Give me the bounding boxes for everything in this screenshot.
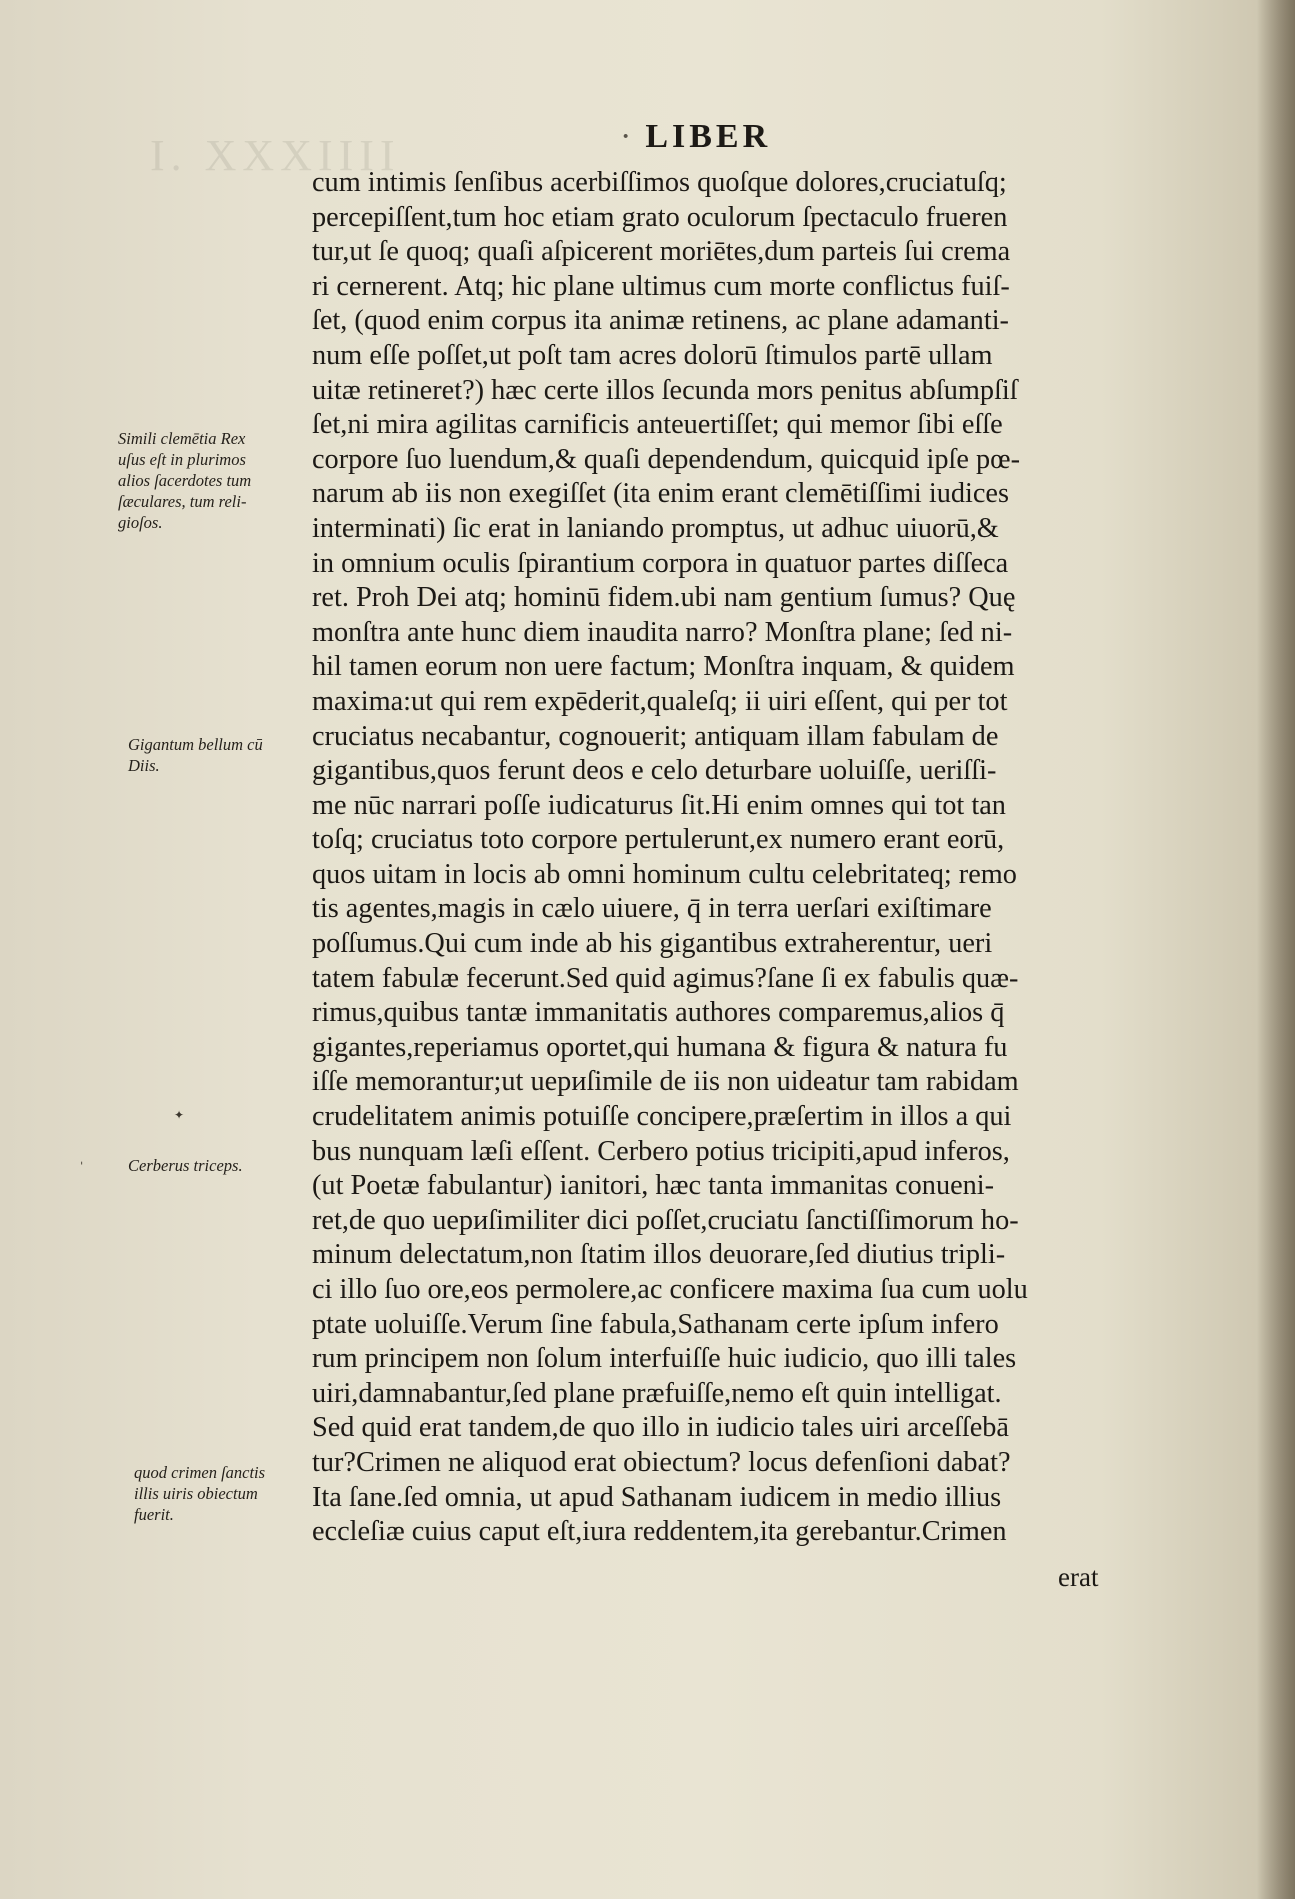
running-head: [620, 118, 920, 164]
marginal-note-line: fuerit.: [134, 1505, 174, 1524]
text-line: quos uitam in locis ab omni hominum cultu celebritateq; remo: [312, 858, 1017, 890]
text-line: percepiſſent,tum hoc etiam grato oculorum ſpectaculo frueren: [312, 201, 1008, 233]
text-line: maxima:ut qui rem expēderit,qualeſq; ii uiri eſſent, qui per tot: [312, 685, 1008, 717]
text-line: iſſe memorantur;ut uериſimile de iis non uideatur tam rabidam: [312, 1066, 1019, 1098]
marginal-note-crimen: [134, 1462, 309, 1525]
marginal-note-line: Diis.: [128, 756, 160, 775]
text-line: uitæ retineret?) hæc certe illos ſecunda mors penitus abſumpſiſ: [312, 374, 1018, 406]
main-text-block: [312, 166, 1182, 1550]
gutter-shadow: [1257, 0, 1295, 1899]
text-line: ret. Proh Dei atq; hominū fidem.ubi nam gentium ſumus? Quę: [312, 582, 1016, 614]
text-line: rum principem non ſolum interfuiſſe huic iudicio, quo illi tales: [312, 1343, 1017, 1375]
text-line: gigantes,reperiamus oportet,qui humana & figura & natura fu: [312, 1031, 1008, 1063]
running-head-dot: ·: [620, 118, 636, 155]
text-line: tatem fabulæ fecerunt.Sed quid agimus?ſane ſi ex fabulis quæ-: [312, 962, 1019, 994]
marginal-note-cerberus: [128, 1155, 303, 1176]
text-line: ri cernerent. Atq; hic plane ultimus cum morte conflictus fuiſ-: [312, 270, 1010, 302]
marginal-note-line: uſus eſt in plurimos: [118, 450, 246, 469]
text-line: ſet, (quod enim corpus ita animæ retinens, ac plane adamanti-: [312, 305, 1009, 337]
text-line: bus nunquam læſi eſſent. Cerbero potius tricipiti,apud inferos,: [312, 1135, 1010, 1167]
text-line: poſſumus.Qui cum inde ab his gigantibus extraherentur, ueri: [312, 928, 993, 960]
text-line: uiri,damnabantur,ſed plane præfuiſſe,nemo eſt quin intelligat.: [312, 1377, 1002, 1409]
text-line: cum intimis ſenſibus acerbiſſimos quoſque dolores,cruciatuſq;: [312, 167, 1007, 198]
text-line: in omnium oculis ſpirantium corpora in quatuor partes diſſeca: [312, 547, 1009, 579]
marginal-note-line: quod crimen ſanctis: [134, 1463, 266, 1482]
running-head-title: LIBER: [645, 118, 772, 155]
ink-mark: ✦: [174, 1108, 185, 1122]
text-line: gigantibus,quos ferunt deos e celo deturbare uoluiſſe, ueriſſi-: [312, 755, 997, 787]
text-line: minum delectatum,non ſtatim illos deuorare,ſed diutius tripli-: [312, 1239, 1006, 1271]
text-line: eccleſiæ cuius caput eſt,iura reddentem,ita gerebantur.Crimen: [312, 1516, 1007, 1548]
text-line: cruciatus necabantur, cognouerit; antiquam illam fabulam de: [312, 720, 999, 752]
text-line: (ut Poetæ fabulantur) ianitori, hæc tanta immanitas conueni-: [312, 1170, 995, 1202]
text-line: Sed quid erat tandem,de quo illo in iudicio tales uiri arceſſebā: [312, 1412, 1009, 1444]
text-line: Ita ſane.ſed omnia, ut apud Sathanam iudicem in medio illius: [312, 1481, 1002, 1513]
ink-mark: ˈ: [80, 1160, 84, 1174]
text-line: ci illo ſuo ore,eos permolere,ac conficere maxima ſua cum uolu: [312, 1274, 1028, 1305]
text-line: hil tamen eorum non uere factum; Monſtra inquam, & quidem: [312, 651, 1015, 683]
text-line: monſtra ante hunc diem inaudita narro? Monſtra plane; ſed ni-: [312, 616, 1013, 648]
marginal-note-line: Simili clemētia Rex: [118, 429, 246, 448]
marginal-note-line: illis uiris obiectum: [134, 1484, 258, 1503]
text-line: toſq; cruciatus toto corpore pertulerunt,ex numero erant eorū,: [312, 824, 1005, 856]
text-line: me nūc narrari poſſe iudicaturus ſit.Hi enim omnes qui tot tan: [312, 789, 1006, 821]
marginal-note-line: alios ſacerdotes tum: [118, 471, 252, 490]
bleed-through-text: I. XXXIIII: [150, 131, 401, 180]
text-line: interminati) ſic erat in laniando promptus, ut adhuc uiuorū,&: [312, 512, 999, 544]
marginal-note-line: Cerberus triceps.: [128, 1156, 243, 1175]
text-line: tis agentes,magis in cælo uiuere, q̄ in terra uerſari exiſtimare: [312, 893, 992, 925]
text-line: rimus,quibus tantæ immanitatis authores comparemus,alios q̄: [312, 997, 1005, 1029]
text-line: num eſſe poſſet,ut poſt tam acres dolorū ſtimulos partē ullam: [312, 339, 993, 371]
text-line: crudelitatem animis potuiſſe concipere,præſertim in illos a qui: [312, 1101, 1012, 1133]
catchword: erat: [1058, 1562, 1099, 1592]
marginal-note-line: Gigantum bellum cū: [128, 735, 263, 754]
text-line: corpore ſuo luendum,& quaſi dependendum, quicquid ipſe pœ-: [312, 443, 1021, 475]
text-line: ret,de quo uериſimiliter dici poſſet,cruciatu ſanctiſſimorum ho-: [312, 1204, 1019, 1236]
marginal-note-line: gioſos.: [118, 513, 163, 532]
marginal-note-clementia: [118, 428, 293, 533]
text-line: ptate uoluiſſe.Verum ſine fabula,Sathanam certe ipſum infero: [312, 1308, 999, 1340]
text-line: tur?Crimen ne aliquod erat obiectum? locus defenſioni dabat?: [312, 1446, 1011, 1478]
marginal-note-gigantum: [128, 734, 303, 776]
text-line: narum ab iis non exegiſſet (ita enim erant clemētiſſimi iudices: [312, 478, 1009, 510]
text-line: ſet,ni mira agilitas carnificis anteuertiſſet; qui memor ſibi eſſe: [312, 409, 1003, 441]
text-line: tur,ut ſe quoq; quaſi aſpicerent moriētes,dum parteis ſui crema: [312, 236, 1011, 268]
marginal-note-line: ſæculares, tum reli-: [118, 492, 247, 511]
